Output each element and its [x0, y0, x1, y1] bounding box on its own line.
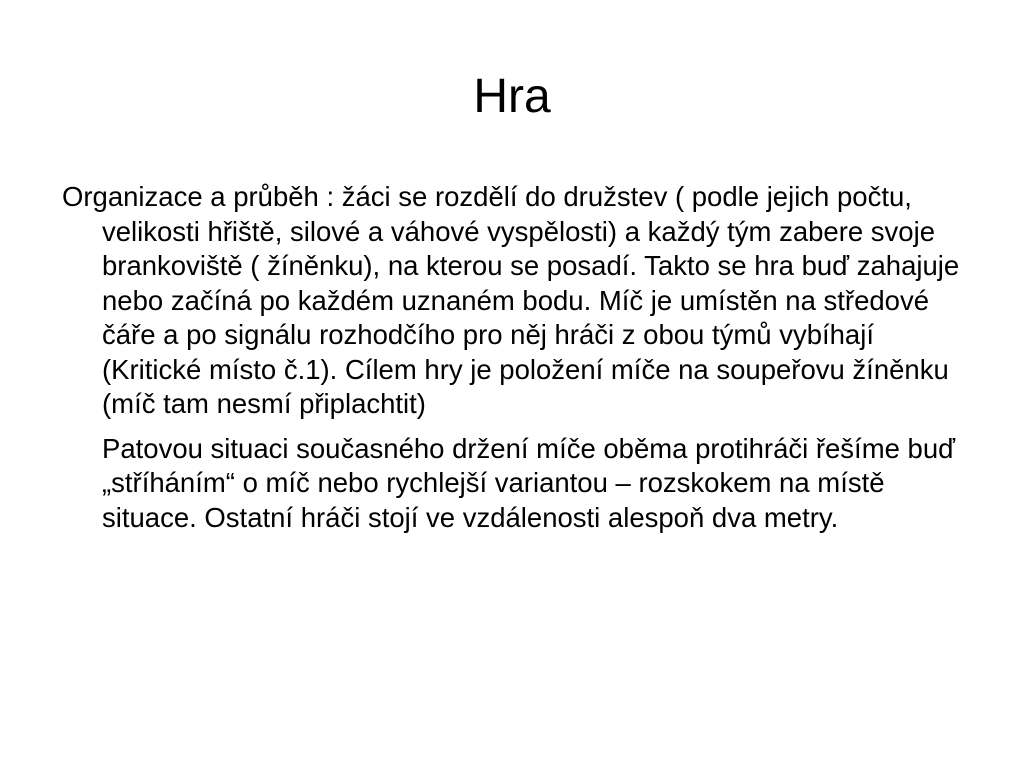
body-paragraph-stalemate: Patovou situaci současného držení míče oběma protihráči řešíme buď „stříháním“ o míč nebo rychlejší variantou – rozskokem na místě situace. Ostatní hráči stojí ve vzdálenosti alespoň dva metry.	[102, 432, 956, 533]
slide-body	[62, 180, 972, 535]
slide-title: Hra	[473, 70, 551, 123]
body-paragraph-organization: Organizace a průběh : žáci se rozdělí do družstev ( podle jejich počtu, velikosti hřiště, silové a váhové vyspělosti) a každý tým zabere svoje brankoviště ( žíněnku), na kterou se posadí. Takto se hra buď zahajuje nebo začíná po každém uznaném bodu. Míč je umístěn na středové čáře a po signálu rozhodčího pro něj hráči z obou týmů vybíhají (Kritické místo č.1). Cílem hry je položení míče na soupeřovu žíněnku (míč tam nesmí připlachtit)	[62, 181, 960, 419]
